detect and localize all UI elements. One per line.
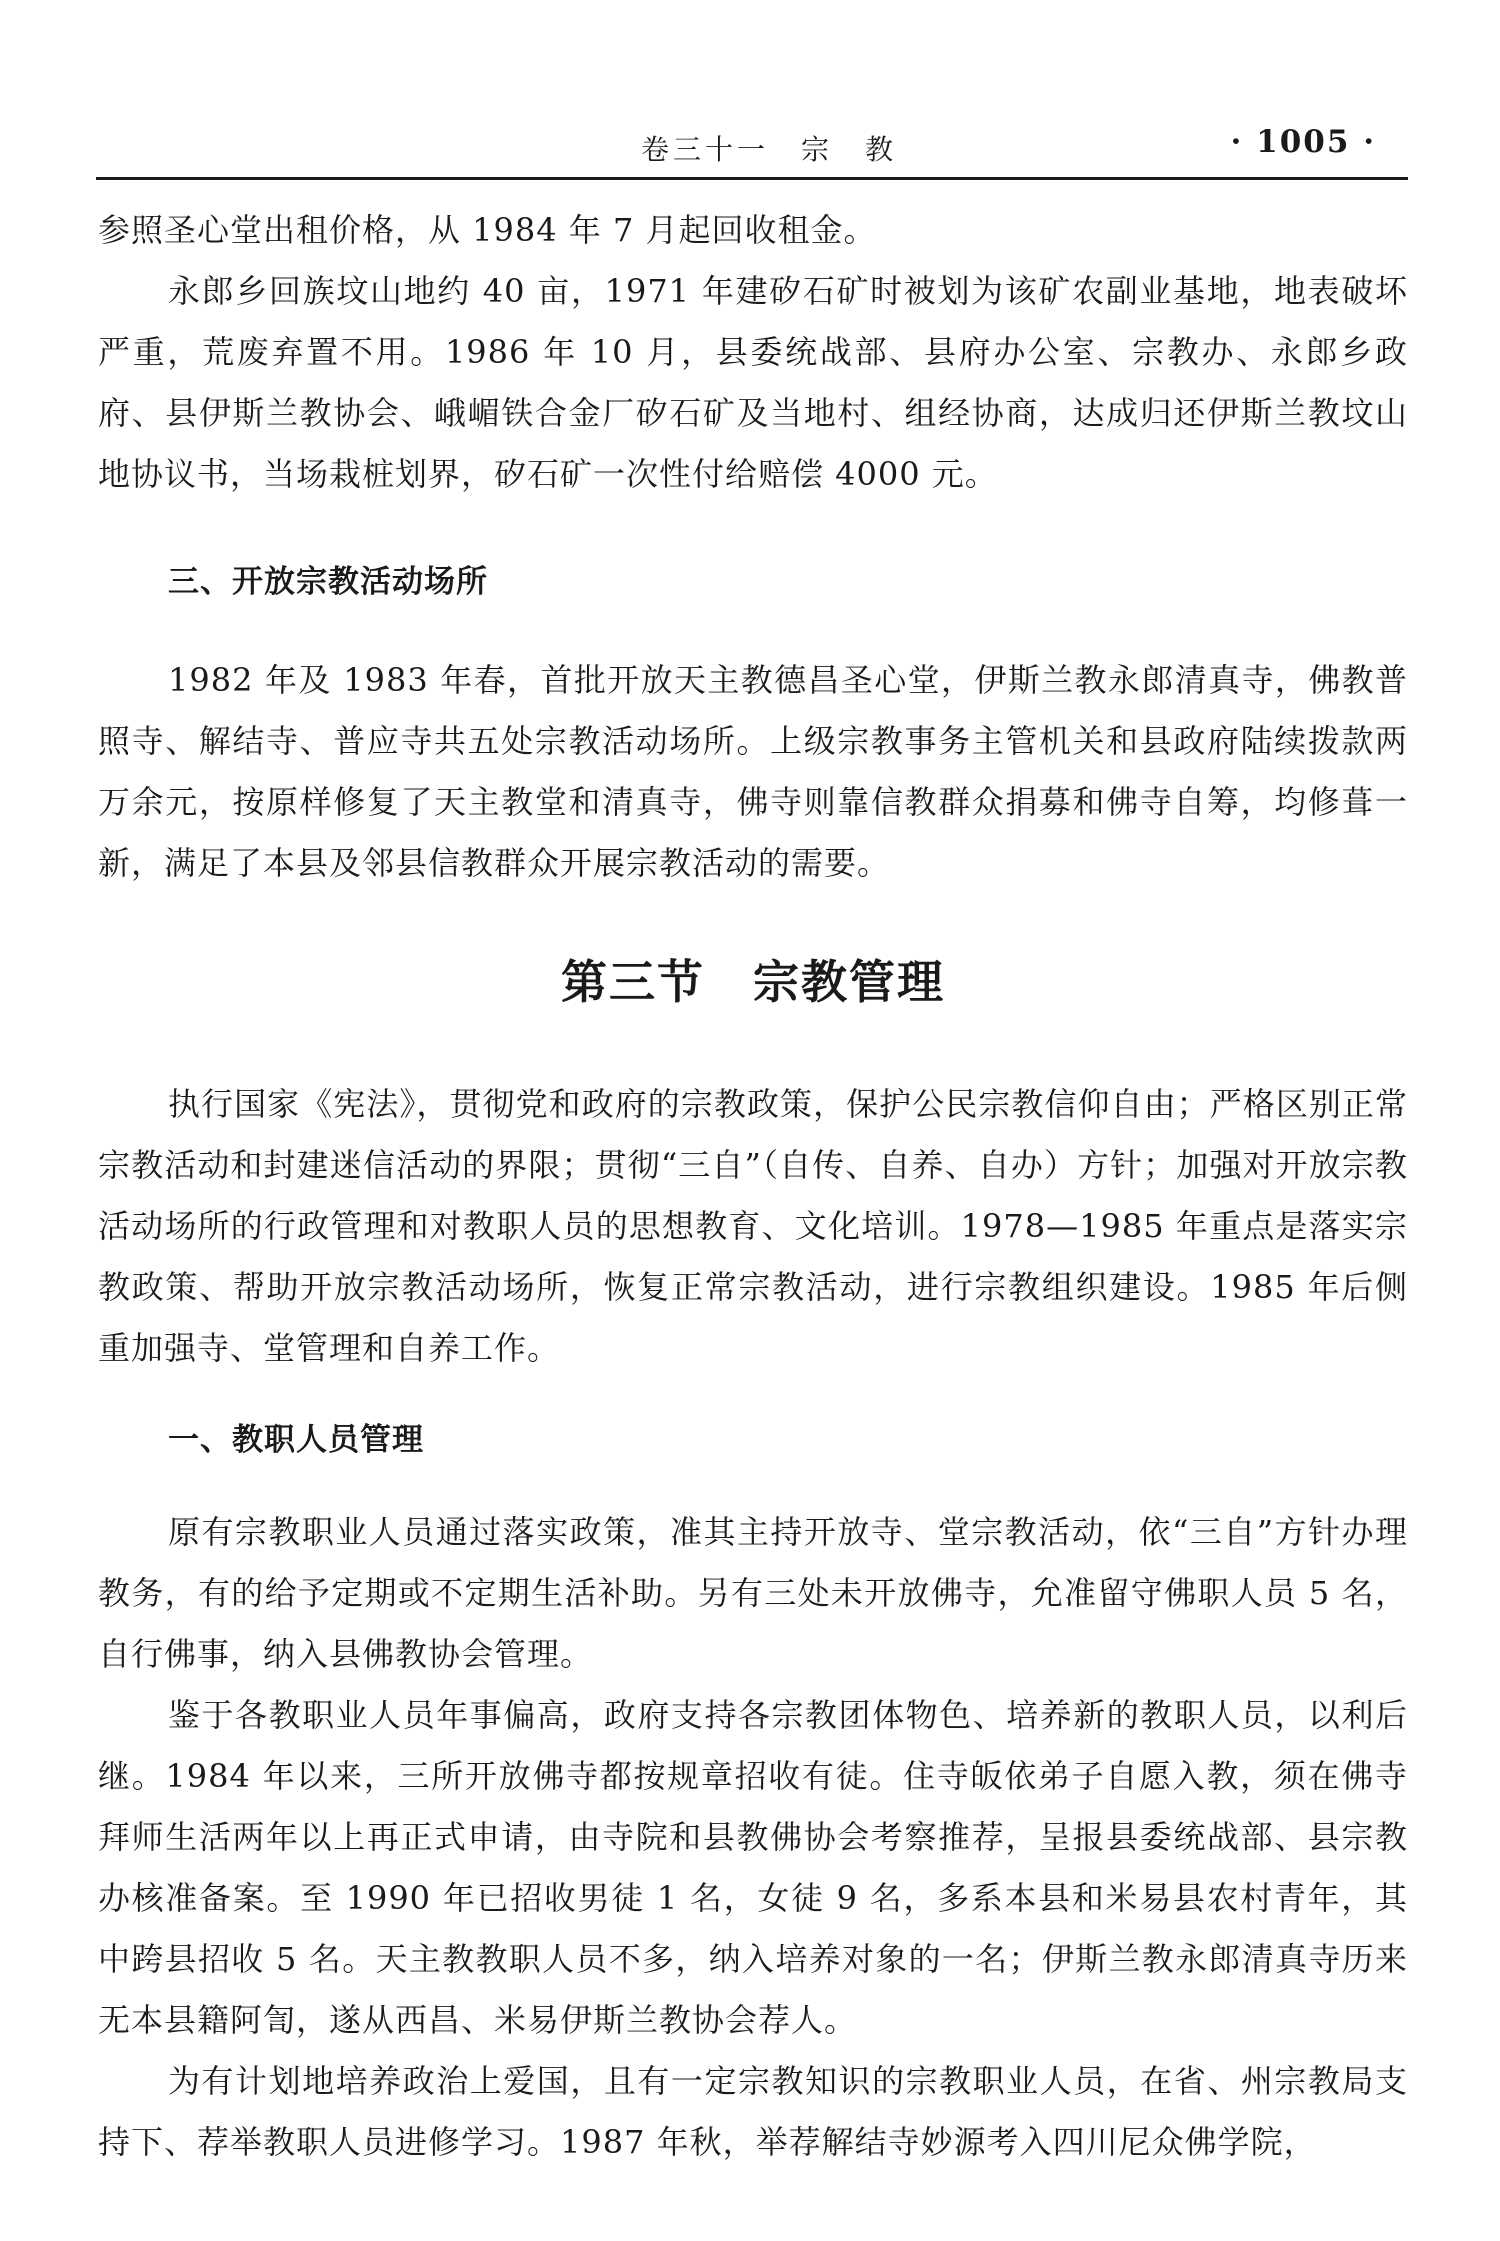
section3-heading-block (98, 552, 1408, 612)
running-title: 卷三十一 宗 教 (641, 133, 898, 166)
chapter-intro-block (98, 1074, 1408, 1379)
section-heading-open-sites: 三、开放宗教活动场所 (168, 564, 488, 600)
continuation-block (98, 200, 1408, 505)
chapter-title-block (98, 946, 1408, 1012)
paragraph-continuation: 参照圣心堂出租价格，从 1984 年 7 月起回收租金。 (98, 211, 877, 249)
page-number: · 1005 · (1230, 124, 1376, 160)
header-rule (96, 177, 1408, 180)
section1-body (98, 1502, 1408, 2173)
section-heading-clergy: 一、教职人员管理 (168, 1422, 424, 1458)
paragraph-yonglang-land: 永郎乡回族坟山地约 40 亩，1971 年建矽石矿时被划为该矿农副业基地，地表破坏严重，荒废弃置不用。1986 年 10 月，县委统战部、县府办公室、宗教办、永郎乡政府、县伊斯兰教协会、峨嵋铁合金厂矽石矿及当地村、组经协商，达成归还伊斯兰教坟山地协议书，当场栽桩划界，矽石矿一次性付给赔偿 4000 元。 (98, 272, 1408, 493)
paragraph-chapter-intro: 执行国家《宪法》，贯彻党和政府的宗教政策，保护公民宗教信仰自由；严格区别正常宗教活动和封建迷信活动的界限；贯彻“三自”（自传、自养、自办）方针；加强对开放宗教活动场所的行政管理和对教职人员的思想教育、文化培训。1978—1985 年重点是落实宗教政策、帮助开放宗教活动场所，恢复正常宗教活动，进行宗教组织建设。1985 年后侧重加强寺、堂管理和自养工作。 (98, 1085, 1408, 1367)
paragraph-new-clergy: 鉴于各教职业人员年事偏高，政府支持各宗教团体物色、培养新的教职人员，以利后继。1984 年以来，三所开放佛寺都按规章招收有徒。住寺皈依弟子自愿入教，须在佛寺拜师生活两年以上再正式申请，由寺院和县教佛协会考察推荐，呈报县委统战部、县宗教办核准备案。至 1990 年已招收男徒 1 名，女徒 9 名，多系本县和米易县农村青年，其中跨县招收 5 名。天主教教职人员不多，纳入培养对象的一名；伊斯兰教永郎清真寺历来无本县籍阿訇，遂从西昌、米易伊斯兰教协会荐人。 (98, 1696, 1408, 2039)
section1-heading-block (98, 1410, 1408, 1470)
chapter-title: 第三节 宗教管理 (561, 955, 945, 1009)
section3-body (98, 650, 1408, 894)
running-header (96, 124, 1406, 184)
paragraph-clergy-policy: 原有宗教职业人员通过落实政策，准其主持开放寺、堂宗教活动，依“三自”方针办理教务，有的给予定期或不定期生活补助。另有三处未开放佛寺，允准留守佛职人员 5 名，自行佛事，纳入县佛教协会管理。 (98, 1513, 1408, 1673)
paragraph-training: 为有计划地培养政治上爱国，且有一定宗教知识的宗教职业人员，在省、州宗教局支持下、荐举教职人员进修学习。1987 年秋，举荐解结寺妙源考入四川尼众佛学院， (98, 2062, 1408, 2161)
paragraph-open-sites: 1982 年及 1983 年春，首批开放天主教德昌圣心堂，伊斯兰教永郎清真寺，佛教普照寺、解结寺、普应寺共五处宗教活动场所。上级宗教事务主管机关和县政府陆续拨款两万余元，按原样修复了天主教堂和清真寺，佛寺则靠信教群众捐募和佛寺自筹，均修葺一新，满足了本县及邻县信教群众开展宗教活动的需要。 (98, 661, 1408, 882)
